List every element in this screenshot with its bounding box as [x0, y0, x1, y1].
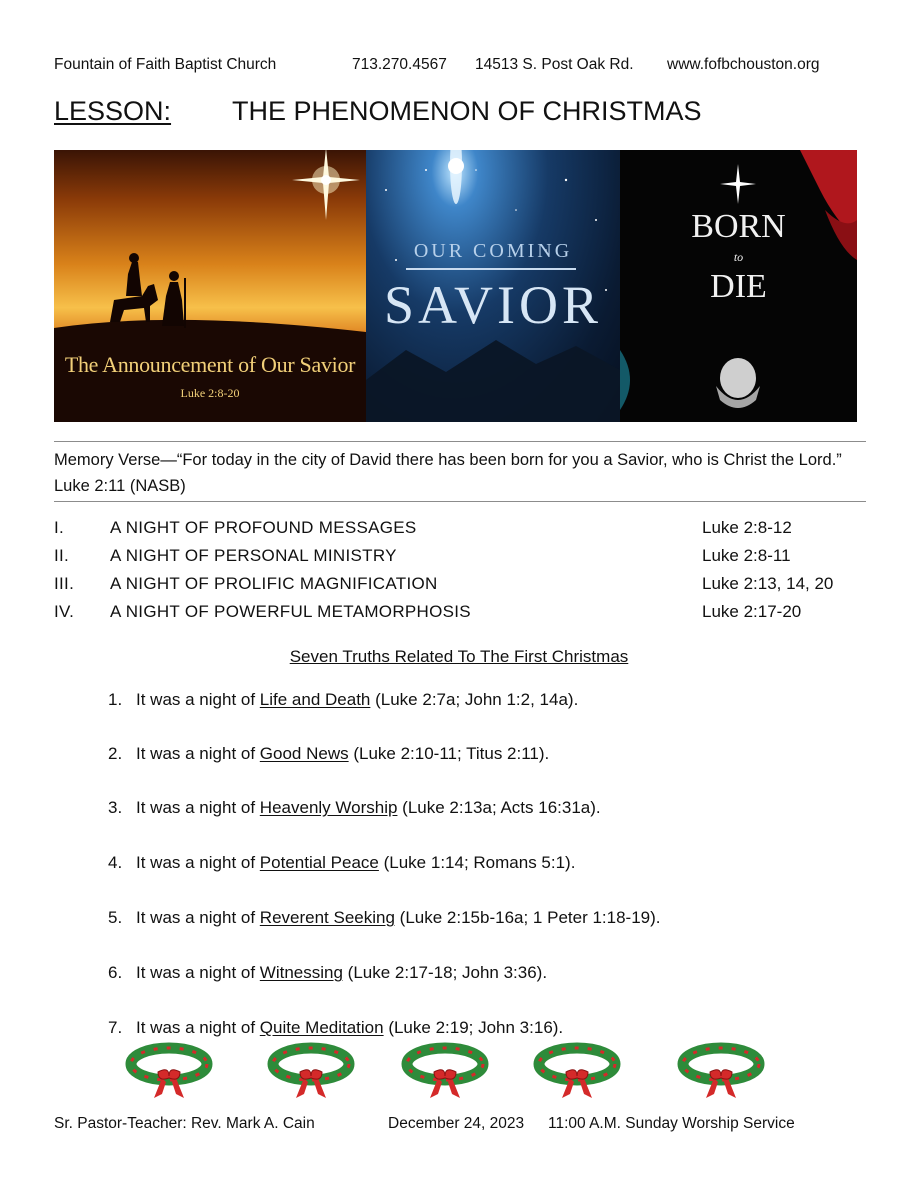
footer-service: 11:00 A.M. Sunday Worship Service	[548, 1115, 795, 1132]
truth-prefix: It was a night of	[136, 853, 260, 872]
footer-pastor: Sr. Pastor-Teacher: Rev. Mark A. Cain	[54, 1115, 315, 1132]
truth-prefix: It was a night of	[136, 744, 260, 763]
outline-reference: Luke 2:8-11	[702, 546, 791, 565]
memory-verse: Memory Verse—“For today in the city of David there has been born for you a Savior, who is Christ the Lord.” Luke 2:11 (NASB)	[54, 451, 842, 495]
outline-numeral: I.	[54, 518, 65, 537]
announcement-reference: Luke 2:8-20	[180, 386, 240, 400]
banner-image	[54, 150, 857, 422]
outline-reference: Luke 2:17-20	[702, 602, 802, 621]
truth-number: 6.	[108, 963, 123, 982]
truth-item	[108, 690, 578, 710]
truths-heading-text: Seven Truths Related To The First Christmas	[289, 647, 629, 666]
savior-label: SAVIOR	[383, 275, 603, 335]
outline-text: A NIGHT OF PERSONAL MINISTRY	[110, 546, 397, 565]
coming-savior-panel	[366, 150, 620, 422]
truth-key: Good News	[259, 744, 349, 763]
lesson-label: LESSON:	[54, 96, 172, 126]
outline-numeral: II.	[54, 546, 70, 565]
truth-item	[108, 963, 547, 983]
truth-number: 2.	[108, 744, 123, 763]
outline-numeral: IV.	[54, 602, 75, 621]
outline-reference: Luke 2:13, 14, 20	[702, 574, 834, 593]
lesson-title-text: THE PHENOMENON OF CHRISTMAS	[232, 96, 702, 126]
born-to-die-panel	[620, 150, 857, 422]
outline-text: A NIGHT OF POWERFUL METAMORPHOSIS	[110, 602, 471, 621]
truth-number: 3.	[108, 798, 123, 817]
truth-refs: (Luke 2:7a; John 1:2, 14a).	[370, 690, 579, 709]
born-label: BORN	[691, 208, 786, 245]
truth-refs: (Luke 2:15b-16a; 1 Peter 1:18-19).	[394, 908, 661, 927]
footer-date: December 24, 2023	[388, 1115, 525, 1132]
church-website: www.fofbchouston.org	[667, 56, 820, 73]
church-address: 14513 S. Post Oak Rd.	[475, 56, 634, 73]
wreath-icon	[532, 1042, 622, 1100]
truth-item	[108, 798, 601, 818]
truth-key: Heavenly Worship	[259, 798, 398, 817]
rule-bottom	[54, 501, 866, 502]
to-label: to	[733, 250, 744, 264]
truths-heading	[0, 647, 918, 667]
outline-item	[54, 546, 874, 572]
outline-text: A NIGHT OF PROFOUND MESSAGES	[110, 518, 417, 537]
church-phone: 713.270.4567	[352, 56, 447, 73]
announcement-panel	[54, 150, 366, 422]
outline-numeral: III.	[54, 574, 75, 593]
truth-refs: (Luke 2:19; John 3:16).	[383, 1018, 564, 1037]
wreath-icon	[400, 1042, 490, 1100]
outline-text: A NIGHT OF PROLIFIC MAGNIFICATION	[110, 574, 438, 593]
truth-refs: (Luke 2:10-11; Titus 2:11).	[348, 744, 550, 763]
truth-number: 5.	[108, 908, 123, 927]
truth-prefix: It was a night of	[136, 963, 260, 982]
truth-refs: (Luke 2:13a; Acts 16:31a).	[397, 798, 601, 817]
truth-item	[108, 853, 575, 873]
lesson-title	[54, 96, 702, 127]
truth-prefix: It was a night of	[136, 1018, 260, 1037]
truth-item	[108, 908, 661, 928]
outline-reference: Luke 2:8-12	[702, 518, 792, 537]
truth-refs: (Luke 2:17-18; John 3:36).	[342, 963, 548, 982]
truth-number: 7.	[108, 1018, 123, 1037]
coming-label: OUR COMING	[413, 240, 573, 262]
truth-number: 4.	[108, 853, 123, 872]
church-name: Fountain of Faith Baptist Church	[54, 56, 277, 73]
truth-key: Witnessing	[259, 963, 343, 982]
truth-prefix: It was a night of	[136, 798, 260, 817]
wreath-icon	[676, 1042, 766, 1100]
outline-item	[54, 518, 874, 544]
truth-item	[108, 744, 549, 764]
truth-key: Potential Peace	[259, 853, 379, 872]
wreath-icon	[124, 1042, 214, 1100]
truth-item	[108, 1018, 563, 1038]
outline-item	[54, 602, 874, 628]
truth-prefix: It was a night of	[136, 690, 260, 709]
announcement-caption: The Announcement of Our Savior	[64, 352, 356, 377]
nativity-silhouette-icon	[54, 150, 366, 422]
wreath-icon	[266, 1042, 356, 1100]
truth-key: Quite Meditation	[259, 1018, 384, 1037]
truth-prefix: It was a night of	[136, 908, 260, 927]
die-label: DIE	[710, 268, 767, 305]
truth-number: 1.	[108, 690, 123, 709]
rule-top	[54, 441, 866, 442]
truth-key: Reverent Seeking	[259, 908, 395, 927]
truth-refs: (Luke 1:14; Romans 5:1).	[378, 853, 576, 872]
truth-key: Life and Death	[259, 690, 371, 709]
outline-item	[54, 574, 874, 600]
